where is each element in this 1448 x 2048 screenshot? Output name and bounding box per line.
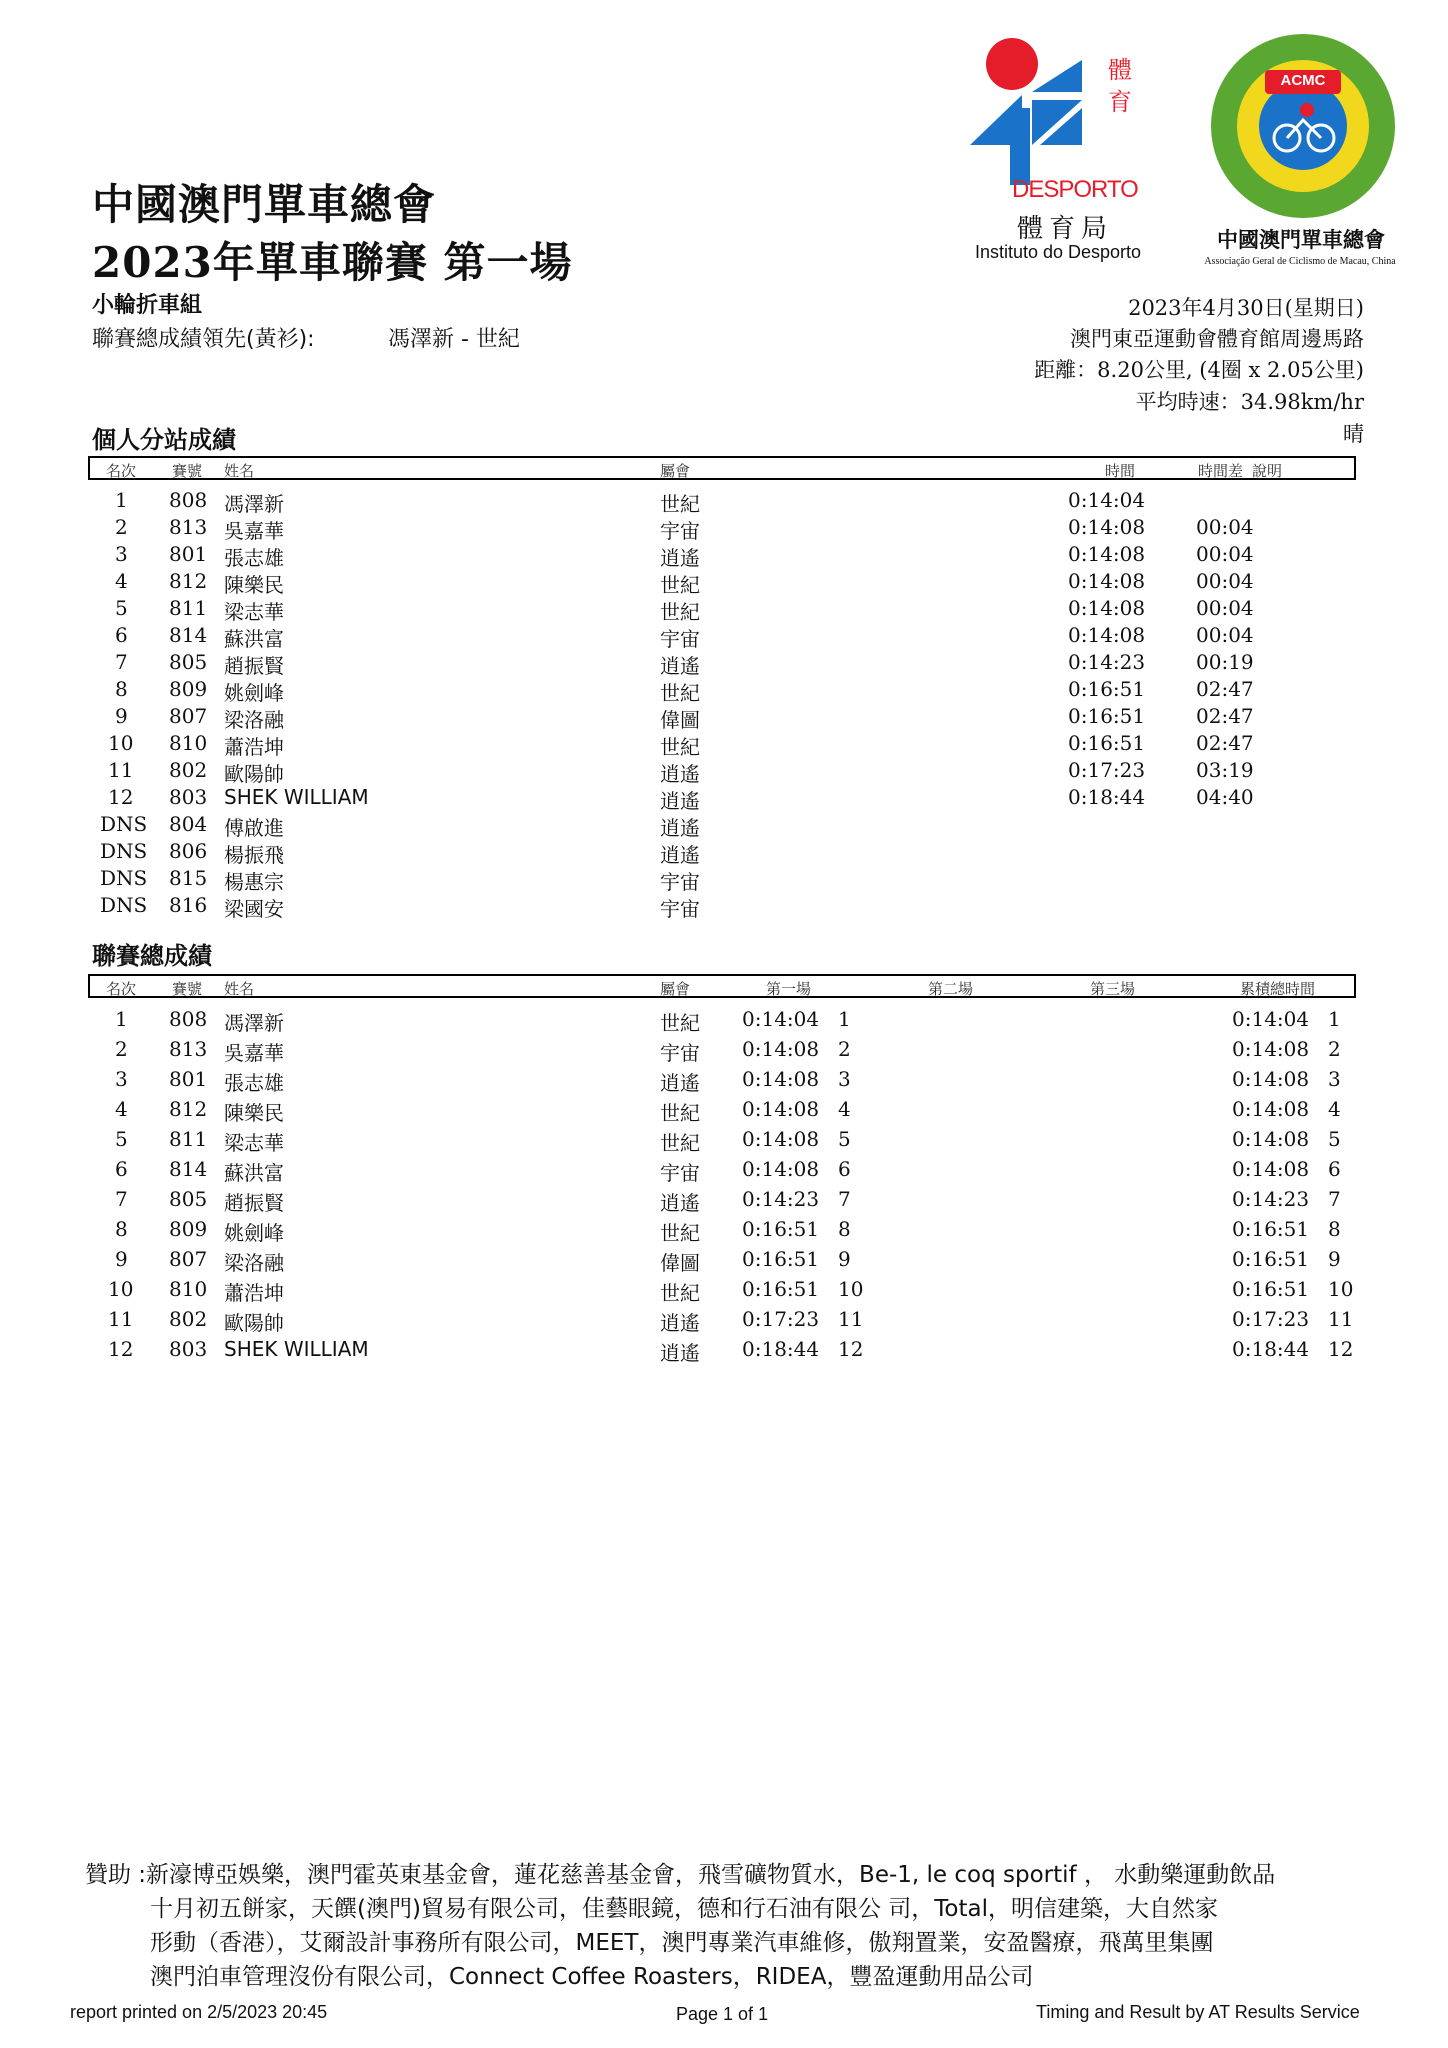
team-cell: 世紀 bbox=[660, 735, 700, 759]
table-row bbox=[0, 488, 1448, 515]
rider-name-cell: 楊振飛 bbox=[224, 843, 284, 867]
bib-cell: 807 bbox=[169, 1247, 208, 1271]
rider-name-cell: 馮澤新 bbox=[224, 1011, 284, 1035]
race-distance: 距離：8.20公里, (4圈 x 2.05公里) bbox=[1034, 358, 1364, 382]
team-cell: 宇宙 bbox=[660, 627, 700, 651]
desporto-wordmark: DESPORTO bbox=[1012, 176, 1138, 203]
col-total: 累積總時間 bbox=[1240, 980, 1316, 998]
rank-cell: 12 bbox=[108, 785, 134, 809]
table-row bbox=[0, 1247, 1448, 1277]
leader-label: 聯賽總成績領先(黃衫): bbox=[92, 327, 315, 352]
overall-position-cell: 1 bbox=[1328, 1007, 1341, 1031]
table-row bbox=[0, 1277, 1448, 1307]
round1-position-cell: 1 bbox=[838, 1007, 851, 1031]
round1-position-cell: 2 bbox=[838, 1037, 851, 1061]
overall-position-cell: 8 bbox=[1328, 1217, 1341, 1241]
rank-cell: 4 bbox=[115, 1097, 128, 1121]
table-row bbox=[0, 866, 1448, 893]
rider-name-cell: 吳嘉華 bbox=[224, 519, 284, 543]
rank-cell: DNS bbox=[100, 839, 148, 863]
bib-cell: 810 bbox=[169, 731, 208, 755]
bib-cell: 802 bbox=[169, 758, 208, 782]
rank-cell: DNS bbox=[100, 812, 148, 836]
bib-cell: 803 bbox=[169, 785, 208, 809]
rank-cell: 11 bbox=[108, 1307, 134, 1331]
rank-cell: 2 bbox=[115, 515, 128, 539]
table-row bbox=[0, 785, 1448, 812]
acmc-badge-icon bbox=[1195, 28, 1405, 218]
overall-position-cell: 11 bbox=[1328, 1307, 1354, 1331]
bib-cell: 803 bbox=[169, 1337, 208, 1361]
gap-cell: 02:47 bbox=[1196, 677, 1254, 701]
bib-cell: 805 bbox=[169, 650, 208, 674]
gap-cell: 00:04 bbox=[1196, 542, 1254, 566]
team-cell: 世紀 bbox=[660, 1131, 700, 1155]
table-row bbox=[0, 542, 1448, 569]
overall-position-cell: 7 bbox=[1328, 1187, 1341, 1211]
team-cell: 逍遙 bbox=[660, 816, 700, 840]
round1-time-cell: 0:18:44 bbox=[742, 1337, 820, 1361]
rank-cell: 2 bbox=[115, 1037, 128, 1061]
rank-cell: 6 bbox=[115, 1157, 128, 1181]
rank-cell: 1 bbox=[115, 488, 128, 512]
total-time-cell: 0:14:08 bbox=[1232, 1067, 1310, 1091]
total-time-cell: 0:14:04 bbox=[1232, 1007, 1310, 1031]
bib-cell: 801 bbox=[169, 542, 208, 566]
total-time-cell: 0:14:23 bbox=[1232, 1187, 1310, 1211]
report-title-line2: 2023年單車聯賽 第一場 bbox=[92, 238, 573, 287]
team-cell: 逍遙 bbox=[660, 654, 700, 678]
total-time-cell: 0:14:08 bbox=[1232, 1157, 1310, 1181]
desporto-logo bbox=[950, 30, 1150, 275]
overall-position-cell: 6 bbox=[1328, 1157, 1341, 1181]
desporto-vertical-text: 體育 bbox=[1108, 56, 1132, 116]
rider-name-cell: 馮澤新 bbox=[224, 492, 284, 516]
table-row bbox=[0, 1187, 1448, 1217]
overall-position-cell: 9 bbox=[1328, 1247, 1341, 1271]
table-row bbox=[0, 1307, 1448, 1337]
table-row bbox=[0, 515, 1448, 542]
rider-name-cell: 歐陽帥 bbox=[224, 762, 284, 786]
col-name: 姓名 bbox=[224, 462, 255, 480]
overall-standings-heading: 聯賽總成績 bbox=[92, 942, 212, 970]
round1-time-cell: 0:16:51 bbox=[742, 1277, 820, 1301]
time-cell: 0:16:51 bbox=[1068, 704, 1146, 728]
sponsors-block bbox=[85, 1858, 1375, 1994]
total-time-cell: 0:14:08 bbox=[1232, 1037, 1310, 1061]
overall-position-cell: 3 bbox=[1328, 1067, 1341, 1091]
gap-cell: 04:40 bbox=[1196, 785, 1254, 809]
gap-cell: 00:04 bbox=[1196, 569, 1254, 593]
bib-cell: 815 bbox=[169, 866, 208, 890]
sponsors-line: 形動（香港），艾爾設計事務所有限公司，MEET，澳門專業汽車維修，傲翔置業，安盈醫療，飛萬里集團 bbox=[150, 1930, 1214, 1956]
print-timestamp: report printed on 2/5/2023 20:45 bbox=[70, 2002, 328, 2022]
rider-name-cell: 楊惠宗 bbox=[224, 870, 284, 894]
total-time-cell: 0:18:44 bbox=[1232, 1337, 1310, 1361]
table-row bbox=[0, 893, 1448, 920]
bib-cell: 816 bbox=[169, 893, 208, 917]
bib-cell: 811 bbox=[169, 596, 208, 620]
team-cell: 宇宙 bbox=[660, 1041, 700, 1065]
bib-cell: 812 bbox=[169, 569, 208, 593]
col-round2: 第二場 bbox=[928, 980, 974, 998]
team-cell: 世紀 bbox=[660, 1011, 700, 1035]
team-cell: 偉圖 bbox=[660, 1251, 700, 1275]
stage-results-header bbox=[88, 456, 1356, 480]
table-row bbox=[0, 704, 1448, 731]
stage-results-table bbox=[0, 488, 1448, 920]
rider-name-cell: 蘇洪富 bbox=[224, 1161, 284, 1185]
col-round3: 第三場 bbox=[1090, 980, 1136, 998]
col-gap: 時間差 bbox=[1198, 462, 1244, 480]
round1-time-cell: 0:14:08 bbox=[742, 1157, 820, 1181]
rider-name-cell: 梁志華 bbox=[224, 1131, 284, 1155]
time-cell: 0:14:08 bbox=[1068, 569, 1146, 593]
overall-position-cell: 2 bbox=[1328, 1037, 1341, 1061]
time-cell: 0:14:23 bbox=[1068, 650, 1146, 674]
total-time-cell: 0:16:51 bbox=[1232, 1217, 1310, 1241]
sponsors-line: 贊助 :新濠博亞娛樂，澳門霍英東基金會，蓮花慈善基金會，飛雪礦物質水，Be-1, le coq sportif ， 水動樂運動飲品 bbox=[85, 1862, 1276, 1888]
round1-time-cell: 0:14:04 bbox=[742, 1007, 820, 1031]
team-cell: 世紀 bbox=[660, 492, 700, 516]
bib-cell: 813 bbox=[169, 515, 208, 539]
team-cell: 逍遙 bbox=[660, 762, 700, 786]
rank-cell: 11 bbox=[108, 758, 134, 782]
desporto-cn-name: 體育局 bbox=[1016, 214, 1113, 244]
round1-time-cell: 0:16:51 bbox=[742, 1247, 820, 1271]
rider-name-cell: 蘇洪富 bbox=[224, 627, 284, 651]
rider-name-cell: 吳嘉華 bbox=[224, 1041, 284, 1065]
time-cell: 0:18:44 bbox=[1068, 785, 1146, 809]
report-title-line1: 中國澳門單車總會 bbox=[92, 180, 437, 229]
table-row bbox=[0, 1217, 1448, 1247]
table-row bbox=[0, 1157, 1448, 1187]
rank-cell: 3 bbox=[115, 1067, 128, 1091]
rank-cell: 7 bbox=[115, 1187, 128, 1211]
total-time-cell: 0:16:51 bbox=[1232, 1277, 1310, 1301]
table-row bbox=[0, 758, 1448, 785]
col-rank: 名次 bbox=[106, 980, 137, 998]
rank-cell: 3 bbox=[115, 542, 128, 566]
table-row bbox=[0, 1067, 1448, 1097]
round1-time-cell: 0:14:08 bbox=[742, 1037, 820, 1061]
bib-cell: 808 bbox=[169, 488, 208, 512]
round1-position-cell: 10 bbox=[838, 1277, 864, 1301]
table-row bbox=[0, 1097, 1448, 1127]
sponsors-line: 十月初五餅家，天饌(澳門)貿易有限公司，佳藝眼鏡，德和行石油有限公 司，Total，明信建築，大自然家 bbox=[150, 1896, 1218, 1922]
acmc-logo bbox=[1195, 28, 1405, 273]
time-cell: 0:16:51 bbox=[1068, 731, 1146, 755]
table-row bbox=[0, 1037, 1448, 1067]
rider-name-cell: 歐陽帥 bbox=[224, 1311, 284, 1335]
rider-name-cell: 蕭浩坤 bbox=[224, 735, 284, 759]
overall-position-cell: 4 bbox=[1328, 1097, 1341, 1121]
acmc-cn-name: 中國澳門單車總會 bbox=[1217, 227, 1385, 252]
col-time: 時間 bbox=[1105, 462, 1136, 480]
table-row bbox=[0, 1127, 1448, 1157]
sponsors-line: 澳門泊車管理沒份有限公司，Connect Coffee Roasters，RIDEA，豐盈運動用品公司 bbox=[150, 1964, 1034, 1990]
team-cell: 逍遙 bbox=[660, 546, 700, 570]
round1-time-cell: 0:16:51 bbox=[742, 1217, 820, 1241]
col-name: 姓名 bbox=[224, 980, 255, 998]
round1-position-cell: 5 bbox=[838, 1127, 851, 1151]
table-row bbox=[0, 596, 1448, 623]
rank-cell: 5 bbox=[115, 596, 128, 620]
rank-cell: DNS bbox=[100, 866, 148, 890]
time-cell: 0:17:23 bbox=[1068, 758, 1146, 782]
table-row bbox=[0, 731, 1448, 758]
bib-cell: 805 bbox=[169, 1187, 208, 1211]
total-time-cell: 0:17:23 bbox=[1232, 1307, 1310, 1331]
rank-cell: 12 bbox=[108, 1337, 134, 1361]
leader-value: 馮澤新 - 世紀 bbox=[388, 327, 520, 352]
table-row bbox=[0, 812, 1448, 839]
team-cell: 世紀 bbox=[660, 600, 700, 624]
timing-credit: Timing and Result by AT Results Service bbox=[1036, 2002, 1360, 2022]
rank-cell: 9 bbox=[115, 704, 128, 728]
race-venue: 澳門東亞運動會體育館周邊馬路 bbox=[1070, 327, 1364, 351]
round1-position-cell: 8 bbox=[838, 1217, 851, 1241]
gap-cell: 00:04 bbox=[1196, 515, 1254, 539]
round1-time-cell: 0:14:08 bbox=[742, 1097, 820, 1121]
rank-cell: 9 bbox=[115, 1247, 128, 1271]
gap-cell: 00:04 bbox=[1196, 596, 1254, 620]
time-cell: 0:14:08 bbox=[1068, 542, 1146, 566]
time-cell: 0:14:08 bbox=[1068, 623, 1146, 647]
overall-position-cell: 12 bbox=[1328, 1337, 1354, 1361]
total-time-cell: 0:14:08 bbox=[1232, 1127, 1310, 1151]
team-cell: 世紀 bbox=[660, 1281, 700, 1305]
col-bib: 賽號 bbox=[172, 462, 203, 480]
bib-cell: 806 bbox=[169, 839, 208, 863]
rider-name-cell: 梁志華 bbox=[224, 600, 284, 624]
category-label: 小輪折車組 bbox=[92, 293, 203, 318]
round1-time-cell: 0:14:23 bbox=[742, 1187, 820, 1211]
rider-name-cell: 蕭浩坤 bbox=[224, 1281, 284, 1305]
round1-position-cell: 11 bbox=[838, 1307, 864, 1331]
race-date: 2023年4月30日(星期日) bbox=[1128, 296, 1364, 320]
team-cell: 逍遙 bbox=[660, 1071, 700, 1095]
acmc-pt-name: Associação Geral de Ciclismo de Macau, China bbox=[1204, 256, 1396, 267]
round1-position-cell: 7 bbox=[838, 1187, 851, 1211]
team-cell: 世紀 bbox=[660, 1221, 700, 1245]
team-cell: 逍遙 bbox=[660, 1191, 700, 1215]
race-avg-speed: 平均時速：34.98km/hr bbox=[1135, 390, 1364, 414]
rider-name-cell: 趙振賢 bbox=[224, 1191, 284, 1215]
gap-cell: 00:04 bbox=[1196, 623, 1254, 647]
table-row bbox=[0, 1337, 1448, 1367]
rank-cell: 6 bbox=[115, 623, 128, 647]
gap-cell: 02:47 bbox=[1196, 704, 1254, 728]
stage-results-heading: 個人分站成績 bbox=[92, 426, 236, 454]
overall-standings-header bbox=[88, 974, 1356, 998]
rank-cell: 8 bbox=[115, 677, 128, 701]
team-cell: 世紀 bbox=[660, 573, 700, 597]
rider-name-cell: 梁洛融 bbox=[224, 708, 284, 732]
col-team: 屬會 bbox=[660, 462, 691, 480]
rider-name-cell: SHEK WILLIAM bbox=[224, 1337, 369, 1361]
rider-name-cell: 梁國安 bbox=[224, 897, 284, 921]
rank-cell: 10 bbox=[108, 1277, 134, 1301]
team-cell: 宇宙 bbox=[660, 897, 700, 921]
gap-cell: 03:19 bbox=[1196, 758, 1254, 782]
table-row bbox=[0, 839, 1448, 866]
bib-cell: 808 bbox=[169, 1007, 208, 1031]
bib-cell: 804 bbox=[169, 812, 208, 836]
rider-name-cell: 姚劍峰 bbox=[224, 681, 284, 705]
rider-name-cell: 姚劍峰 bbox=[224, 1221, 284, 1245]
rider-name-cell: SHEK WILLIAM bbox=[224, 785, 369, 809]
bib-cell: 807 bbox=[169, 704, 208, 728]
col-team: 屬會 bbox=[660, 980, 691, 998]
team-cell: 世紀 bbox=[660, 1101, 700, 1125]
team-cell: 逍遙 bbox=[660, 843, 700, 867]
team-cell: 逍遙 bbox=[660, 789, 700, 813]
table-row bbox=[0, 569, 1448, 596]
bib-cell: 809 bbox=[169, 677, 208, 701]
team-cell: 宇宙 bbox=[660, 519, 700, 543]
team-cell: 逍遙 bbox=[660, 1311, 700, 1335]
bib-cell: 801 bbox=[169, 1067, 208, 1091]
rank-cell: 7 bbox=[115, 650, 128, 674]
time-cell: 0:14:08 bbox=[1068, 515, 1146, 539]
round1-position-cell: 9 bbox=[838, 1247, 851, 1271]
col-round1: 第一場 bbox=[766, 980, 812, 998]
acmc-badge-text: ACMC bbox=[1280, 72, 1326, 89]
rank-cell: 4 bbox=[115, 569, 128, 593]
round1-time-cell: 0:14:08 bbox=[742, 1127, 820, 1151]
table-row bbox=[0, 650, 1448, 677]
rider-name-cell: 梁洛融 bbox=[224, 1251, 284, 1275]
bib-cell: 802 bbox=[169, 1307, 208, 1331]
desporto-pt-name: Instituto do Desporto bbox=[974, 242, 1142, 262]
bib-cell: 812 bbox=[169, 1097, 208, 1121]
time-cell: 0:16:51 bbox=[1068, 677, 1146, 701]
bib-cell: 810 bbox=[169, 1277, 208, 1301]
bib-cell: 811 bbox=[169, 1127, 208, 1151]
rider-name-cell: 趙振賢 bbox=[224, 654, 284, 678]
round1-time-cell: 0:17:23 bbox=[742, 1307, 820, 1331]
total-time-cell: 0:14:08 bbox=[1232, 1097, 1310, 1121]
bib-cell: 814 bbox=[169, 623, 208, 647]
total-time-cell: 0:16:51 bbox=[1232, 1247, 1310, 1271]
round1-position-cell: 3 bbox=[838, 1067, 851, 1091]
round1-position-cell: 12 bbox=[838, 1337, 864, 1361]
rank-cell: DNS bbox=[100, 893, 148, 917]
round1-position-cell: 6 bbox=[838, 1157, 851, 1181]
round1-time-cell: 0:14:08 bbox=[742, 1067, 820, 1091]
gap-cell: 00:19 bbox=[1196, 650, 1254, 674]
rank-cell: 1 bbox=[115, 1007, 128, 1031]
team-cell: 宇宙 bbox=[660, 870, 700, 894]
col-bib: 賽號 bbox=[172, 980, 203, 998]
page-number: Page 1 of 1 bbox=[676, 2004, 769, 2024]
time-cell: 0:14:08 bbox=[1068, 596, 1146, 620]
bib-cell: 809 bbox=[169, 1217, 208, 1241]
team-cell: 偉圖 bbox=[660, 708, 700, 732]
rider-name-cell: 傅啟進 bbox=[224, 816, 284, 840]
col-rank: 名次 bbox=[106, 462, 137, 480]
rider-name-cell: 張志雄 bbox=[224, 546, 284, 570]
overall-position-cell: 5 bbox=[1328, 1127, 1341, 1151]
team-cell: 逍遙 bbox=[660, 1341, 700, 1365]
race-weather: 晴 bbox=[1343, 422, 1364, 446]
overall-position-cell: 10 bbox=[1328, 1277, 1354, 1301]
rank-cell: 8 bbox=[115, 1217, 128, 1241]
table-row bbox=[0, 677, 1448, 704]
rank-cell: 5 bbox=[115, 1127, 128, 1151]
gap-cell: 02:47 bbox=[1196, 731, 1254, 755]
bib-cell: 813 bbox=[169, 1037, 208, 1061]
rider-name-cell: 張志雄 bbox=[224, 1071, 284, 1095]
rider-name-cell: 陳樂民 bbox=[224, 1101, 284, 1125]
overall-standings-table bbox=[0, 1007, 1448, 1367]
time-cell: 0:14:04 bbox=[1068, 488, 1146, 512]
team-cell: 宇宙 bbox=[660, 1161, 700, 1185]
team-cell: 世紀 bbox=[660, 681, 700, 705]
rank-cell: 10 bbox=[108, 731, 134, 755]
table-row bbox=[0, 623, 1448, 650]
round1-position-cell: 4 bbox=[838, 1097, 851, 1121]
bib-cell: 814 bbox=[169, 1157, 208, 1181]
rider-name-cell: 陳樂民 bbox=[224, 573, 284, 597]
table-row bbox=[0, 1007, 1448, 1037]
col-note: 說明 bbox=[1252, 462, 1283, 480]
